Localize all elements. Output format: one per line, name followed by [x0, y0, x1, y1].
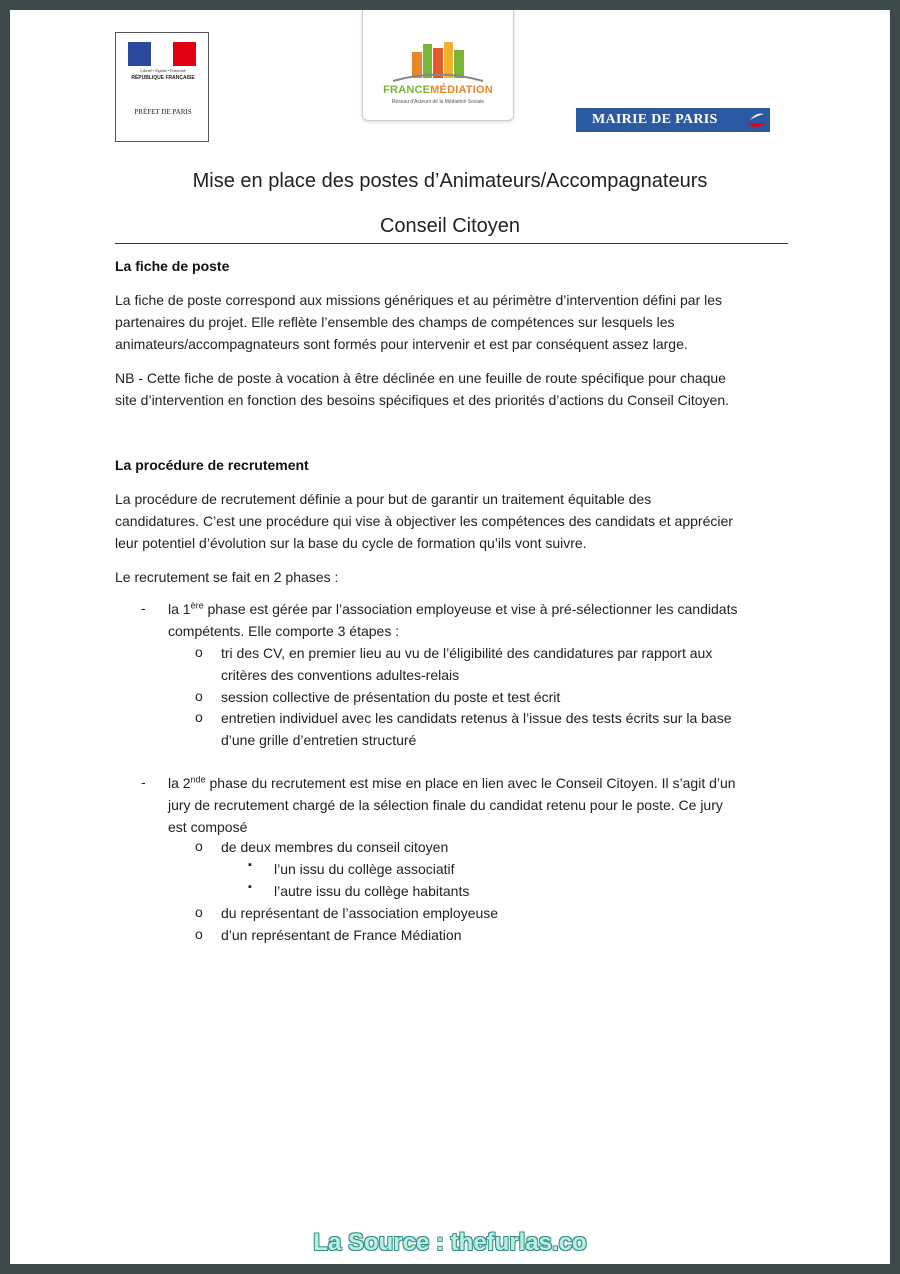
circle-bullet: o [195, 904, 203, 920]
phase1-line1: la 1ère phase est gérée par l’association employeuse et vise à pré-sélectionner les candidats [168, 600, 738, 617]
jury-member: de deux membres du conseil citoyen [221, 839, 449, 855]
text-line: NB - Cette fiche de poste à vocation à être déclinée en une feuille de route spécifique pour chaque [115, 370, 726, 386]
document-title: Mise en place des postes d’Animateurs/Accompagnateurs [192, 170, 708, 192]
france-mediation-logo [362, 10, 514, 121]
republic-motto: Liberté • Égalité • Fraternité [140, 68, 186, 73]
circle-bullet: o [195, 644, 203, 660]
text-line: partenaires du projet. Elle reflète l’ensemble des champs de compétences sur lesquels les [115, 314, 675, 330]
title-divider [115, 243, 788, 244]
circle-bullet: o [195, 926, 203, 942]
phase2-line3: est composé [168, 819, 248, 835]
square-bullet: ▪ [248, 859, 252, 871]
city-buildings-icon [388, 38, 488, 82]
circle-bullet: o [195, 838, 203, 854]
text-line: La procédure de recrutement définie a pour but de garantir un traitement équitable des [115, 491, 652, 507]
paris-ship-icon [744, 110, 768, 130]
france-mediation-name: FRANCEMÉDIATION [383, 84, 493, 96]
circle-bullet: o [195, 709, 203, 725]
square-bullet: ▪ [248, 881, 252, 893]
paragraph-nb [115, 367, 785, 411]
phase1-step [221, 642, 781, 686]
france-mediation-tagline: Réseau d'Acteurs de la Médiation Sociale [391, 99, 485, 105]
phase2-line2: jury de recrutement chargé de la sélection finale du candidat retenu pour le poste. Ce jury [168, 797, 723, 813]
text-line: site d’intervention en fonction des besoins spécifiques et des priorités d’actions du Conseil Citoyen. [115, 392, 730, 408]
paragraph-recrutement [115, 488, 785, 554]
phase1-item [168, 598, 788, 642]
text-line: entretien individuel avec les candidats retenus à l’issue des tests écrits sur la base [221, 710, 732, 726]
dash-bullet: - [141, 600, 146, 616]
source-watermark: La Source : thefurlas.co [313, 1229, 587, 1256]
text-line: session collective de présentation du poste et test écrit [221, 689, 561, 705]
document-subtitle: Conseil Citoyen [379, 215, 521, 237]
jury-member: d’un représentant de France Médiation [221, 927, 462, 943]
republic-label: RÉPUBLIQUE FRANÇAISE [131, 75, 195, 81]
text-line: critères des conventions adultes-relais [221, 667, 460, 683]
mairie-label: MAIRIE DE PARIS [592, 112, 718, 127]
text-line: candidatures. C’est une procédure qui vise à objectiver les compétences des candidats et apprécier [115, 513, 733, 529]
circle-bullet: o [195, 688, 203, 704]
phase1-line2: compétents. Elle comporte 3 étapes : [168, 623, 400, 639]
jury-member: du représentant de l’association employeuse [221, 905, 499, 921]
jury-sub-member: l’un issu du collège associatif [274, 861, 455, 877]
text-line: animateurs/accompagnateurs sont formés pour intervenir et est par conséquent assez large. [115, 336, 688, 352]
phase2-item [168, 772, 788, 838]
french-flag-icon [128, 42, 196, 66]
paragraph-phases: Le recrutement se fait en 2 phases : [115, 569, 339, 585]
mairie-de-paris-logo [576, 108, 770, 132]
paragraph-fiche [115, 289, 785, 355]
prefet-de-paris-logo [115, 32, 209, 142]
phase1-step [221, 686, 781, 708]
prefet-label: PRÉFET DE PARIS [134, 108, 192, 116]
text-line: leur potentiel d’évolution sur la base du cycle de formation qu’ils vont suivre. [115, 535, 587, 551]
section-heading-fiche: La fiche de poste [115, 258, 230, 274]
dash-bullet: - [141, 774, 146, 790]
text-line: tri des CV, en premier lieu au vu de l’éligibilité des candidatures par rapport aux [221, 645, 713, 661]
phase1-step [221, 707, 781, 751]
document-page [10, 10, 890, 1264]
jury-sub-member: l’autre issu du collège habitants [274, 883, 470, 899]
section-heading-recrutement: La procédure de recrutement [115, 457, 309, 473]
text-line: La fiche de poste correspond aux missions génériques et au périmètre d’intervention défini par les [115, 292, 723, 308]
phase2-line1: la 2nde phase du recrutement est mise en place en lien avec le Conseil Citoyen. Il s’agit d’un [168, 774, 736, 791]
text-line: d’une grille d’entretien structuré [221, 732, 417, 748]
